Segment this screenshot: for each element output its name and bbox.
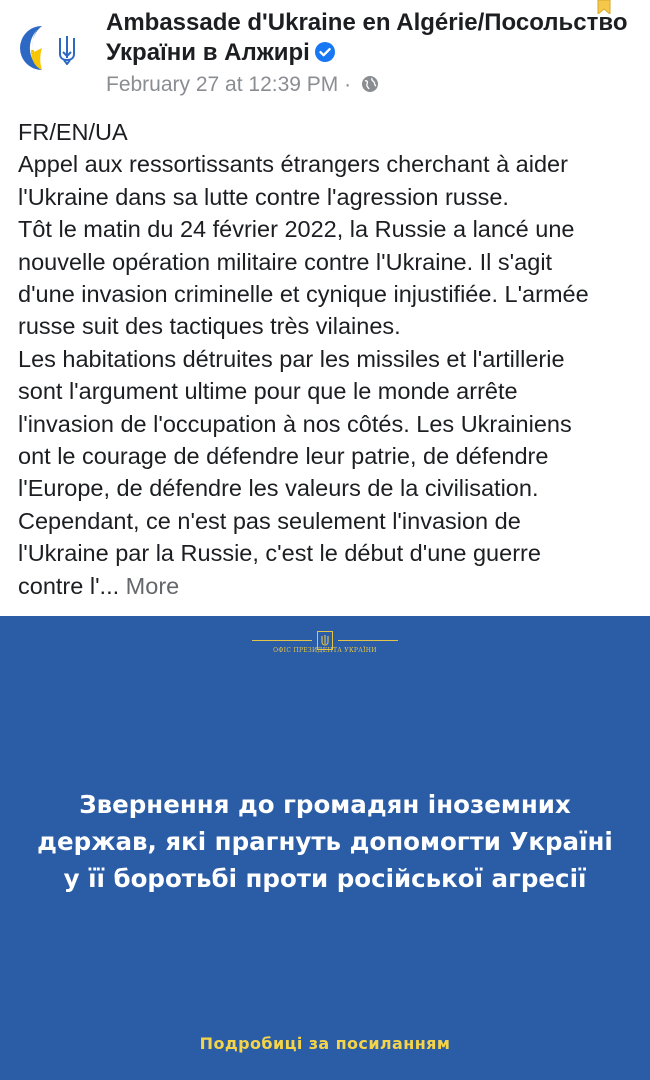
post-body-line: sont l'argument ultime pour que le monde arrête bbox=[18, 378, 518, 405]
meta-separator: · bbox=[344, 73, 352, 96]
office-label: ОФІС ПРЕЗИДЕНТА УКРАЇНИ bbox=[273, 647, 377, 654]
headline-line: Звернення до громадян іноземних bbox=[79, 790, 571, 819]
globe-icon bbox=[361, 75, 379, 93]
post-body-last-line bbox=[18, 570, 638, 602]
post-body-line: Appel aux ressortissants étrangers cherchant à aider bbox=[18, 151, 568, 178]
post-body-line: d'une invasion criminelle et cynique injustifiée. L'armée bbox=[18, 281, 589, 308]
post-body-line: FR/EN/UA bbox=[18, 119, 128, 145]
headline-line: у її боротьбі проти російської агресії bbox=[63, 864, 587, 893]
post-image-attachment[interactable] bbox=[0, 616, 650, 1080]
post-body-line: ont le courage de défendre leur patrie, de défendre bbox=[18, 443, 549, 470]
page-name-line1[interactable]: Ambassade d'Ukraine en Algérie/Посольство bbox=[106, 9, 628, 36]
post-body-line: l'Europe, de défendre les valeurs de la civilisation. bbox=[18, 475, 539, 502]
post-timestamp[interactable]: February 27 at 12:39 PM bbox=[106, 73, 339, 96]
details-link[interactable]: Подробиці за посиланням bbox=[199, 1034, 451, 1053]
ukraine-trident-flag-icon bbox=[20, 12, 92, 84]
post-meta bbox=[106, 71, 379, 99]
post-body-line: Tôt le matin du 24 février 2022, la Russie a lancé une bbox=[18, 216, 575, 243]
page-name-line2[interactable]: України в Алжирі bbox=[106, 39, 310, 66]
post-body-line: l'invasion de l'occupation à nos côtés. Les Ukrainiens bbox=[18, 410, 572, 437]
page-avatar[interactable] bbox=[20, 12, 92, 84]
post-body bbox=[18, 116, 638, 602]
page-name[interactable] bbox=[106, 8, 636, 68]
post-body-line: Cependant, ce n'est pas seulement l'invasion de bbox=[18, 507, 521, 534]
truncated-text: contre l'... bbox=[18, 572, 120, 599]
headline-line: держав, які прагнуть допомогти Україні bbox=[37, 827, 613, 856]
post-header bbox=[0, 0, 650, 112]
see-more-link[interactable]: More bbox=[125, 572, 180, 599]
emblem-rule-right bbox=[338, 640, 398, 641]
post-body-line: l'Ukraine dans sa lutte contre l'agression russe. bbox=[18, 183, 509, 210]
post-body-line: l'Ukraine par la Russie, c'est le début d'une guerre bbox=[18, 540, 541, 567]
bookmark-icon bbox=[596, 0, 612, 14]
post-body-line: Les habitations détruites par les missiles et l'artillerie bbox=[18, 345, 565, 372]
appeal-headline bbox=[10, 786, 640, 897]
post-body-line: russe suit des tactiques très vilaines. bbox=[18, 313, 401, 340]
verified-check-icon bbox=[314, 41, 336, 63]
post-body-line: nouvelle opération militaire contre l'Ukraine. Il s'agit bbox=[18, 248, 553, 275]
emblem-rule-left bbox=[252, 640, 312, 641]
